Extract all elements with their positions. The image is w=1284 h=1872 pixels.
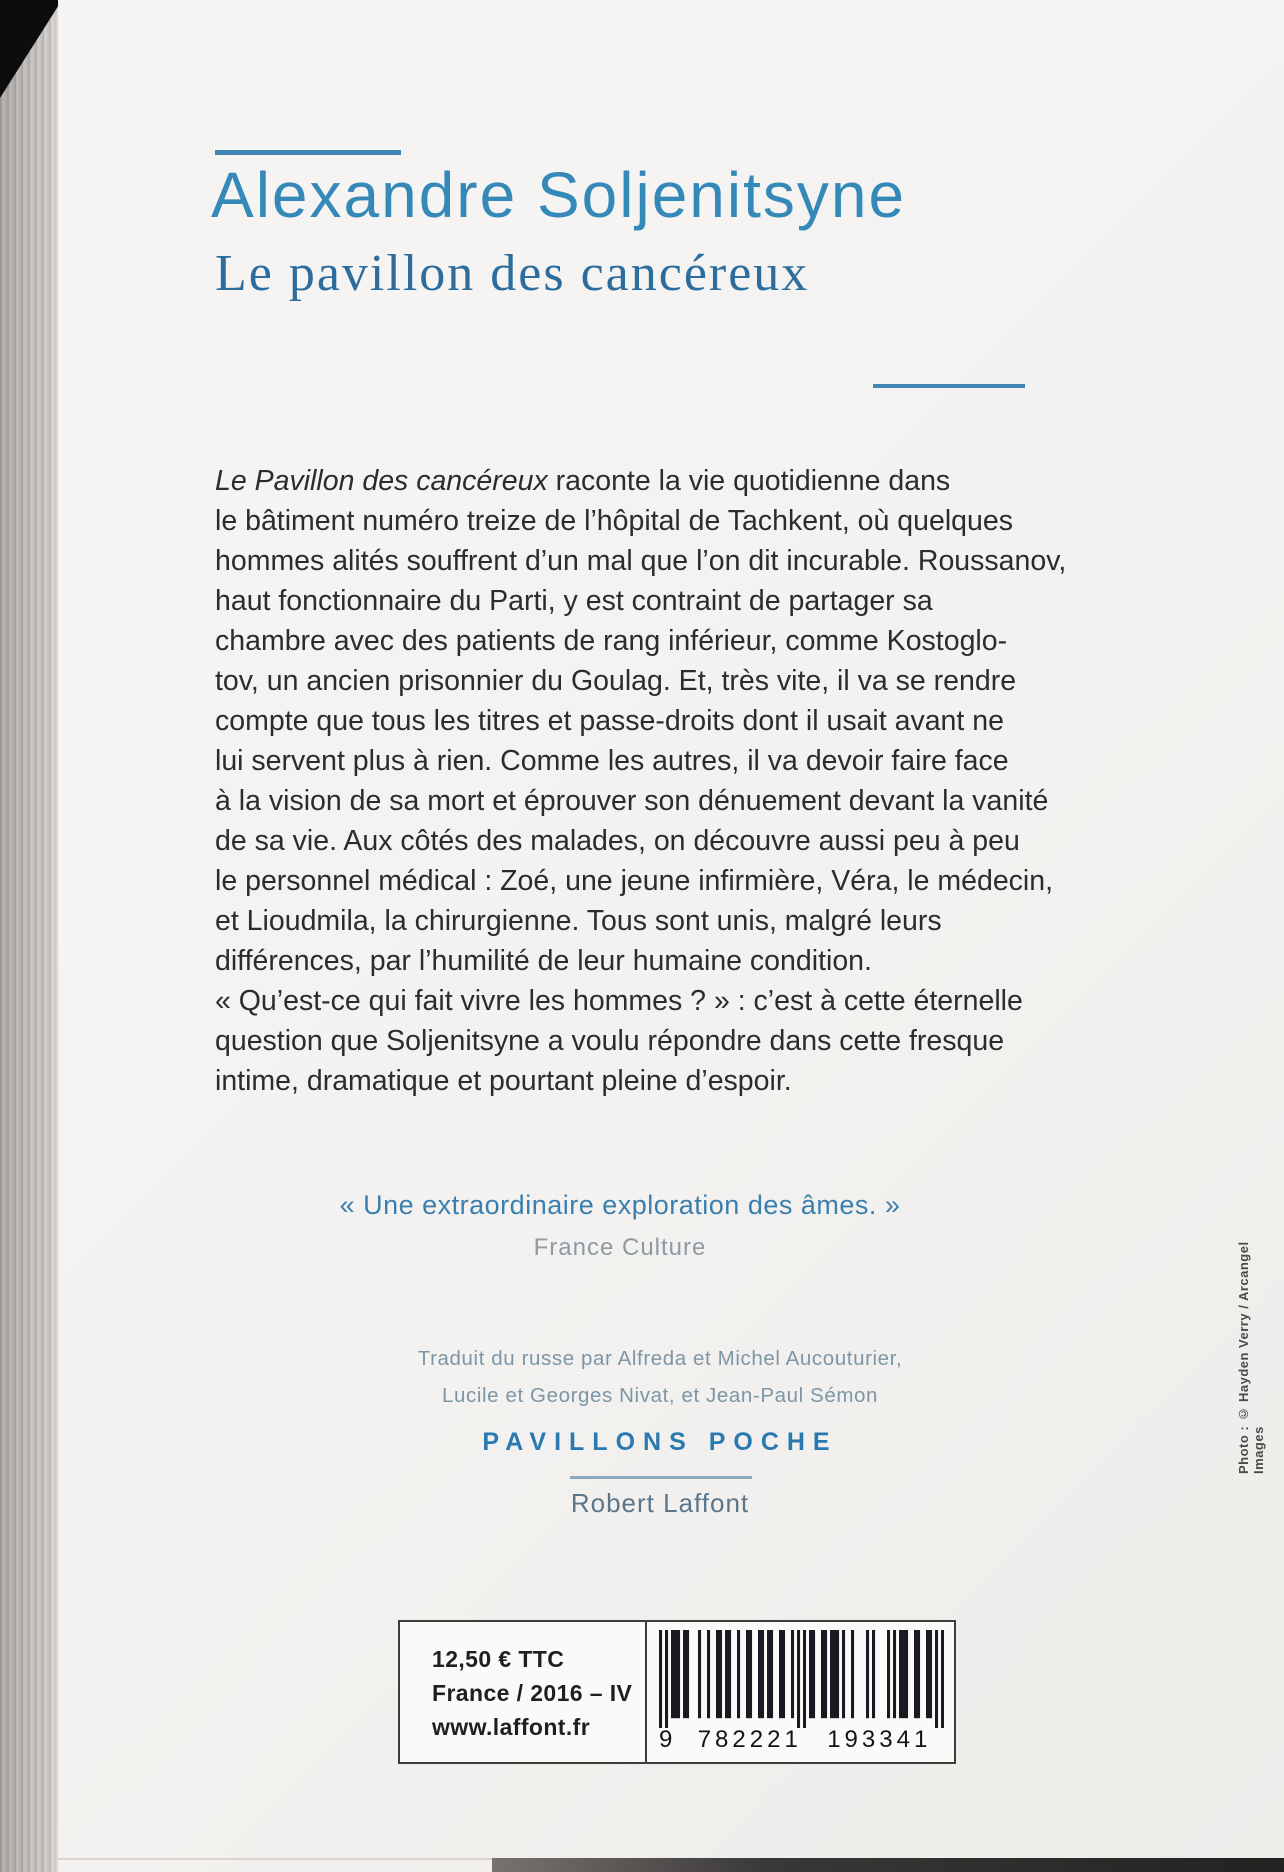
collection-name: PAVILLONS POCHE bbox=[482, 1428, 838, 1456]
barcode-panel bbox=[647, 1622, 954, 1762]
photo-bottom-shadow bbox=[492, 1858, 1284, 1872]
ean-group-2: 193341 bbox=[827, 1726, 932, 1753]
barcode-bars-svg bbox=[659, 1630, 944, 1728]
synopsis-line: à la vision de sa mort et éprouver son dénuement devant la vanité bbox=[215, 785, 1049, 817]
ean-group-1: 782221 bbox=[697, 1726, 802, 1753]
barcode-digits bbox=[659, 1726, 944, 1756]
title-bottom-rule bbox=[873, 384, 1025, 388]
translator-credits-line: Lucile et Georges Nivat, et Jean-Paul Sémon bbox=[441, 1384, 879, 1407]
ean-first-digit: 9 bbox=[659, 1726, 673, 1753]
book-title: Le pavillon des cancéreux bbox=[215, 245, 810, 302]
translator-credits bbox=[180, 1340, 1140, 1414]
synopsis-line: lui servent plus à rien. Comme les autres, il va devoir faire face bbox=[215, 745, 1009, 777]
synopsis-line: différences, par l’humilité de leur humaine condition. bbox=[215, 945, 872, 977]
synopsis-line: le bâtiment numéro treize de l’hôpital de Tachkent, où quelques bbox=[215, 505, 1013, 537]
publisher-website: www.laffont.fr bbox=[432, 1714, 591, 1740]
synopsis-line: intime, dramatique et pourtant pleine d’espoir. bbox=[215, 1065, 792, 1097]
synopsis-line: haut fonctionnaire du Parti, y est contraint de partager sa bbox=[215, 585, 933, 617]
synopsis-line: de sa vie. Aux côtés des malades, on découvre aussi peu à peu bbox=[215, 825, 1020, 857]
synopsis-line: le personnel médical : Zoé, une jeune infirmière, Véra, le médecin, bbox=[215, 865, 1054, 897]
price: 12,50 € TTC bbox=[432, 1646, 565, 1672]
synopsis-italic-title: Le Pavillon des cancéreux bbox=[215, 465, 548, 497]
synopsis-line: compte que tous les titres et passe-droits dont il usait avant ne bbox=[215, 705, 1004, 737]
synopsis-line: et Lioudmila, la chirurgienne. Tous sont unis, malgré leurs bbox=[215, 905, 942, 937]
synopsis bbox=[215, 461, 1205, 1101]
press-review bbox=[180, 1190, 1060, 1262]
price-barcode-box bbox=[398, 1620, 956, 1764]
review-quote: « Une extraordinaire exploration des âmes. » bbox=[339, 1190, 901, 1220]
translator-credits-line: Traduit du russe par Alfreda et Michel Aucouturier, bbox=[417, 1347, 903, 1370]
synopsis-line: chambre avec des patients de rang inférieur, comme Kostoglo- bbox=[215, 625, 1008, 657]
table-edge-line bbox=[58, 1858, 498, 1860]
barcode bbox=[659, 1630, 944, 1756]
synopsis-line: hommes alités souffrent d’un mal que l’on dit incurable. Roussanov, bbox=[215, 545, 1067, 577]
author-name: Alexandre Soljenitsyne bbox=[211, 159, 907, 231]
title-top-rule bbox=[215, 150, 401, 155]
collection-rule bbox=[570, 1476, 752, 1479]
publisher-imprint: Robert Laffont bbox=[570, 1488, 750, 1518]
synopsis-line: « Qu’est-ce qui fait vivre les hommes ? » : c’est à cette éternelle bbox=[215, 985, 1023, 1017]
synopsis-line: tov, un ancien prisonnier du Goulag. Et, très vite, il va se rendre bbox=[215, 665, 1017, 697]
price-panel bbox=[400, 1622, 647, 1762]
book-page-edges bbox=[0, 0, 58, 1872]
barcode-bars bbox=[659, 1630, 944, 1728]
edition-info: France / 2016 – IV bbox=[432, 1680, 633, 1706]
cover-photo-credit: Photo : © Hayden Verry / Arcangel Images bbox=[1236, 1241, 1266, 1474]
review-source: France Culture bbox=[533, 1234, 707, 1261]
synopsis-line: question que Soljenitsyne a voulu répondre dans cette fresque bbox=[215, 1025, 1005, 1057]
synopsis-line: Le Pavillon des cancéreux raconte la vie quotidienne dans bbox=[215, 465, 951, 497]
